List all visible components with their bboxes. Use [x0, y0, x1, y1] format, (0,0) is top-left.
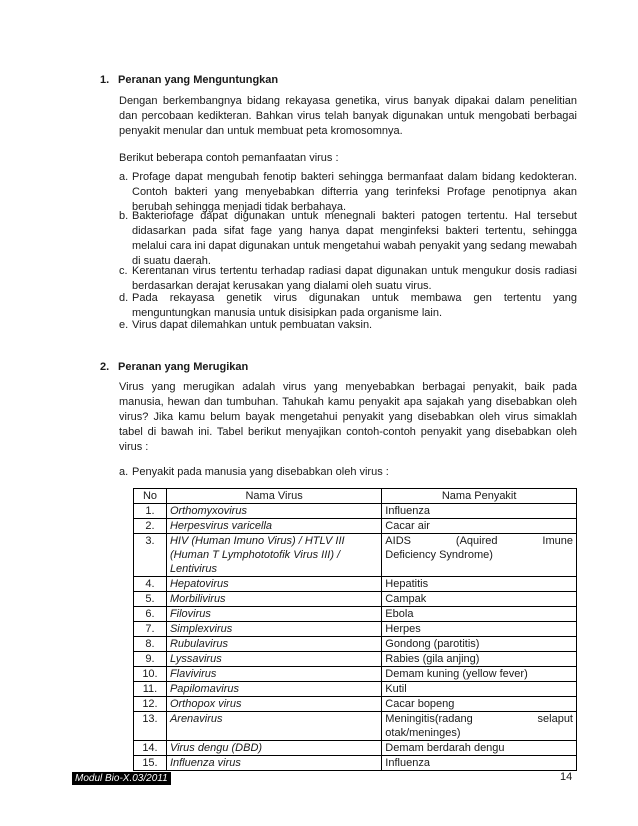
cell-disease: Cacar bopeng — [382, 697, 577, 712]
cell-virus: Papilomavirus — [166, 682, 381, 697]
table-row — [134, 592, 577, 607]
list-item-label: c. — [119, 265, 128, 277]
section-1-number: 1. — [100, 74, 110, 86]
cell-no: 9. — [134, 652, 167, 667]
cell-virus: Arenavirus — [166, 712, 381, 741]
section-2-number: 2. — [100, 361, 110, 373]
table-row — [134, 622, 577, 637]
section-2-intro: Virus yang merugikan adalah virus yang menyebabkan berbagai penyakit, baik pada manusia, hewan dan tumbuhan. Tahukah kamu penyakit apa sajakah yang disebabkan oleh virus? Jika kamu belum bayak mengetahui penyakit yang disebabkan oleh virus simaklah tabel di bawah ini. Tabel berikut menyajikan contoh-contoh penyakit yang disebabkan oleh virus : — [119, 381, 577, 453]
cell-virus: Orthopox virus — [166, 697, 381, 712]
cell-disease: Demam berdarah dengu — [382, 741, 577, 756]
cell-virus: Rubulavirus — [166, 637, 381, 652]
cell-disease: Cacar air — [382, 519, 577, 534]
cell-virus: HIV (Human Imuno Virus) / HTLV III (Human T Lymphototofik Virus III) / Lentivirus — [166, 534, 381, 577]
cell-virus: Flavivirus — [166, 667, 381, 682]
table-row — [134, 756, 577, 771]
header-disease-name: Nama Penyakit — [382, 489, 577, 504]
list-item — [119, 291, 577, 321]
table-row — [134, 667, 577, 682]
disease-line-2: otak/meninges) — [385, 727, 461, 739]
section-2-heading — [100, 360, 248, 375]
table-row — [134, 577, 577, 592]
table-row — [134, 637, 577, 652]
list-item-text: Kerentanan virus tertentu terhadap radiasi dapat digunakan untuk mengukur dosis radiasi berdasarkan derajat kerusakan yang dialami oleh suatu virus. — [132, 265, 577, 292]
cell-no: 15. — [134, 756, 167, 771]
virus-disease-table — [133, 488, 577, 771]
cell-disease: Rabies (gila anjing) — [382, 652, 577, 667]
cell-disease: Campak — [382, 592, 577, 607]
page-number: 14 — [560, 771, 573, 783]
list-item-text: Bakteriofage dapat digunakan untuk menegnali bakteri patogen tertentu. Hal tersebut didasarkan pada sifat fage yang hanya dapat menginfeksi bakteri tertentu, sehingga melalui cara ini dapat digunakan untuk mengetahui wabah penyakit yang sedang mewabah di suatu daerah. — [132, 210, 577, 267]
disease-word: AIDS — [385, 535, 411, 547]
list-item — [119, 465, 577, 480]
cell-disease: Kutil — [382, 682, 577, 697]
cell-no: 14. — [134, 741, 167, 756]
cell-disease: Influenza — [382, 756, 577, 771]
cell-no: 1. — [134, 504, 167, 519]
disease-word: Meningitis(radang — [385, 713, 473, 725]
cell-virus: Hepatovirus — [166, 577, 381, 592]
table-row — [134, 504, 577, 519]
header-virus-name: Nama Virus — [166, 489, 381, 504]
cell-no: 6. — [134, 607, 167, 622]
list-item-text: Pada rekayasa genetik virus digunakan untuk membawa gen tertentu yang menguntungkan manusia untuk disisipkan pada organisme lain. — [132, 292, 577, 319]
cell-no: 7. — [134, 622, 167, 637]
section-2-title: Peranan yang Merugikan — [118, 361, 249, 373]
cell-no: 5. — [134, 592, 167, 607]
cell-virus: Simplexvirus — [166, 622, 381, 637]
cell-no: 8. — [134, 637, 167, 652]
list-item — [119, 318, 577, 333]
list-item-label: a. — [119, 171, 129, 183]
cell-disease: Herpes — [382, 622, 577, 637]
cell-virus: Herpesvirus varicella — [166, 519, 381, 534]
table-header-row — [134, 489, 577, 504]
cell-disease: Influenza — [382, 504, 577, 519]
list-item-label: b. — [119, 210, 129, 222]
cell-virus: Morbilivirus — [166, 592, 381, 607]
cell-disease: Demam kuning (yellow fever) — [382, 667, 577, 682]
cell-virus: Virus dengu (DBD) — [166, 741, 381, 756]
table-row — [134, 712, 577, 741]
table-row — [134, 682, 577, 697]
list-item-label: e. — [119, 319, 129, 331]
disease-line-1 — [385, 712, 573, 726]
cell-no: 10. — [134, 667, 167, 682]
cell-no: 13. — [134, 712, 167, 741]
module-label: Modul Bio-X.03/2011 — [72, 772, 171, 785]
table-row — [134, 697, 577, 712]
section-1-heading — [100, 73, 278, 88]
list-item-label: d. — [119, 292, 129, 304]
cell-virus: Influenza virus — [166, 756, 381, 771]
cell-disease: Ebola — [382, 607, 577, 622]
cell-disease: Hepatitis — [382, 577, 577, 592]
list-item-label: a. — [119, 466, 129, 478]
section-1-intro: Dengan berkembangnya bidang rekayasa genetika, virus banyak dipakai dalam penelitian dan percobaan kedikteran. Bahkan virus telah banyak digunakan untuk mengobati berbagai penyakit menular dan untuk membuat peta kromosomnya. — [119, 95, 577, 137]
cell-no: 11. — [134, 682, 167, 697]
list-item-text: Penyakit pada manusia yang disebabkan oleh virus : — [132, 466, 389, 478]
cell-disease: Gondong (parotitis) — [382, 637, 577, 652]
table-row — [134, 534, 577, 577]
list-item — [119, 209, 577, 269]
section-1-title: Peranan yang Menguntungkan — [118, 74, 279, 86]
list-item-text: Profage dapat mengubah fenotip bakteri sehingga bermanfaat dalam bidang kedokteran. Contoh bakteri yang menyebabkan difterria yang terinfeksi Profage penotipnya akan berubah sehingga menjadi tidak berbahaya. — [132, 171, 577, 213]
cell-no: 4. — [134, 577, 167, 592]
disease-line-2: Deficiency Syndrome) — [385, 549, 493, 561]
cell-no: 12. — [134, 697, 167, 712]
cell-virus: Lyssavirus — [166, 652, 381, 667]
section-1-lead: Berikut beberapa contoh pemanfaatan virus : — [119, 152, 339, 164]
disease-word: Imune — [542, 535, 573, 547]
disease-word: selaput — [537, 713, 573, 725]
disease-word: (Aquired — [455, 535, 498, 547]
cell-virus: Orthomyxovirus — [166, 504, 381, 519]
list-item — [119, 264, 577, 294]
cell-disease — [382, 712, 577, 741]
cell-no: 3. — [134, 534, 167, 577]
cell-disease — [382, 534, 577, 577]
disease-line-1 — [385, 534, 573, 548]
table-row — [134, 741, 577, 756]
cell-virus: Filovirus — [166, 607, 381, 622]
header-no: No — [134, 489, 167, 504]
table-row — [134, 519, 577, 534]
table-row — [134, 652, 577, 667]
cell-no: 2. — [134, 519, 167, 534]
table-row — [134, 607, 577, 622]
list-item-text: Virus dapat dilemahkan untuk pembuatan vaksin. — [132, 319, 373, 331]
